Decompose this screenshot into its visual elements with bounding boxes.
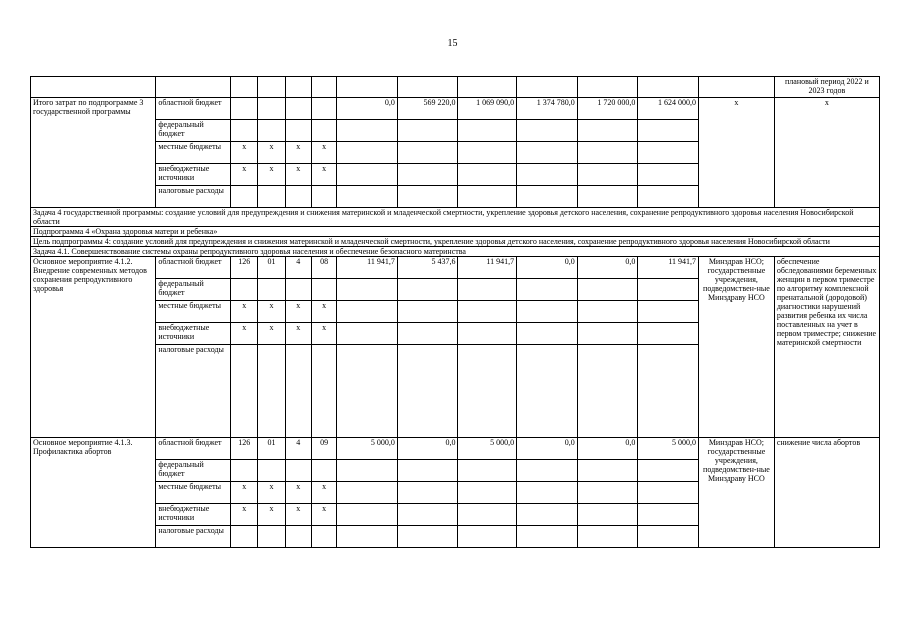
funding-source: областной бюджет bbox=[156, 438, 231, 460]
code-cell: х bbox=[231, 482, 258, 504]
funding-source: федеральный бюджет bbox=[156, 120, 231, 142]
code-cell bbox=[258, 98, 285, 120]
code-cell bbox=[231, 186, 258, 208]
program-table bbox=[30, 76, 880, 548]
value-cell bbox=[458, 460, 517, 482]
code-cell: х bbox=[231, 323, 258, 345]
value-cell bbox=[397, 460, 458, 482]
value-cell: 5 437,6 bbox=[397, 257, 458, 279]
code-cell bbox=[311, 526, 336, 548]
value-cell bbox=[458, 301, 517, 323]
value-cell: 569 220,0 bbox=[397, 98, 458, 120]
value-cell: 1 069 090,0 bbox=[458, 98, 517, 120]
table-row bbox=[31, 257, 880, 279]
funding-source: областной бюджет bbox=[156, 257, 231, 279]
value-cell bbox=[577, 164, 638, 186]
code-cell bbox=[231, 460, 258, 482]
funding-source: местные бюджеты bbox=[156, 301, 231, 323]
value-cell bbox=[638, 482, 699, 504]
value-cell bbox=[577, 120, 638, 142]
goal4-text: Цель подпрограммы 4: создание условий для предупреждения и снижения материнской и младенческой смертности, укрепление здоровья детского населения, сохранение репродуктивного здоровья населения Новосибирской области bbox=[31, 237, 880, 247]
code-cell: х bbox=[285, 482, 311, 504]
value-cell bbox=[517, 301, 578, 323]
value-cell bbox=[577, 301, 638, 323]
subprogram4-title-row bbox=[31, 227, 880, 237]
code-cell: х bbox=[311, 504, 336, 526]
table-row bbox=[31, 438, 880, 460]
funding-source: внебюджетные источники bbox=[156, 164, 231, 186]
value-cell bbox=[517, 526, 578, 548]
code-cell: 126 bbox=[231, 438, 258, 460]
value-cell bbox=[638, 142, 699, 164]
value-cell: 0,0 bbox=[577, 438, 638, 460]
value-cell bbox=[638, 120, 699, 142]
planned-period-label: плановый период 2022 и 2023 годов bbox=[774, 77, 879, 98]
value-cell bbox=[458, 504, 517, 526]
value-cell bbox=[337, 142, 398, 164]
code-cell bbox=[311, 120, 336, 142]
value-cell bbox=[397, 120, 458, 142]
value-cell: 5 000,0 bbox=[458, 438, 517, 460]
measure-4-1-2-result: обеспечение обследованиями беременных женщин в первом триместре по алгоритму комплексной пренатальной (дородовой) диагностики нарушений развития ребенка их числа поставленных на учет в первом триместре; снижение материнской смертности bbox=[774, 257, 879, 438]
code-cell: х bbox=[285, 301, 311, 323]
code-cell: х bbox=[258, 164, 285, 186]
table-body bbox=[31, 77, 880, 548]
funding-source: налоговые расходы bbox=[156, 345, 231, 438]
value-cell bbox=[458, 164, 517, 186]
value-cell bbox=[397, 279, 458, 301]
value-cell bbox=[517, 504, 578, 526]
code-cell: х bbox=[285, 142, 311, 164]
value-cell: 0,0 bbox=[397, 438, 458, 460]
funding-source: внебюджетные источники bbox=[156, 504, 231, 526]
subprogram3-total-label: Итого затрат по подпрограмме 3 государственной программы bbox=[31, 98, 156, 208]
code-cell bbox=[285, 526, 311, 548]
code-cell: 4 bbox=[285, 257, 311, 279]
code-cell: х bbox=[258, 142, 285, 164]
value-cell bbox=[638, 301, 699, 323]
code-cell: 01 bbox=[258, 257, 285, 279]
header-row bbox=[31, 77, 880, 98]
value-cell bbox=[397, 345, 458, 438]
value-cell bbox=[638, 526, 699, 548]
value-cell bbox=[337, 120, 398, 142]
code-cell bbox=[258, 186, 285, 208]
measure-4-1-2-executor: Минздрав НСО; государственные учреждения, подведомствен-ные Минздраву НСО bbox=[699, 257, 775, 438]
value-cell: 1 624 000,0 bbox=[638, 98, 699, 120]
value-cell bbox=[458, 482, 517, 504]
code-cell: х bbox=[231, 164, 258, 186]
value-cell: 11 941,7 bbox=[458, 257, 517, 279]
value-cell bbox=[337, 323, 398, 345]
code-cell: х bbox=[258, 301, 285, 323]
funding-source: налоговые расходы bbox=[156, 526, 231, 548]
value-cell: 0,0 bbox=[517, 257, 578, 279]
value-cell bbox=[638, 345, 699, 438]
value-cell bbox=[577, 482, 638, 504]
value-cell: 11 941,7 bbox=[638, 257, 699, 279]
task41-text-row bbox=[31, 247, 880, 257]
value-cell bbox=[397, 164, 458, 186]
value-cell bbox=[577, 186, 638, 208]
value-cell: 11 941,7 bbox=[337, 257, 398, 279]
subprogram3-total-executor: х bbox=[699, 98, 775, 208]
code-cell: х bbox=[231, 142, 258, 164]
code-cell: 01 bbox=[258, 438, 285, 460]
code-cell bbox=[285, 279, 311, 301]
value-cell bbox=[397, 482, 458, 504]
value-cell bbox=[337, 164, 398, 186]
value-cell bbox=[577, 526, 638, 548]
code-cell: х bbox=[231, 504, 258, 526]
value-cell bbox=[517, 323, 578, 345]
code-cell: х bbox=[258, 504, 285, 526]
value-cell bbox=[638, 186, 699, 208]
value-cell bbox=[517, 345, 578, 438]
subprogram3-total-result: х bbox=[774, 98, 879, 208]
value-cell bbox=[577, 323, 638, 345]
code-cell bbox=[231, 345, 258, 438]
value-cell bbox=[638, 164, 699, 186]
measure-4-1-2-label: Основное мероприятие 4.1.2. Внедрение современных методов сохранения репродуктивного здоровья bbox=[31, 257, 156, 438]
code-cell: х bbox=[258, 323, 285, 345]
measure-4-1-3-result: снижение числа абортов bbox=[774, 438, 879, 548]
code-cell: х bbox=[231, 301, 258, 323]
value-cell bbox=[517, 186, 578, 208]
funding-source: федеральный бюджет bbox=[156, 279, 231, 301]
code-cell: 09 bbox=[311, 438, 336, 460]
code-cell bbox=[258, 120, 285, 142]
funding-source: налоговые расходы bbox=[156, 186, 231, 208]
value-cell bbox=[577, 460, 638, 482]
value-cell bbox=[397, 186, 458, 208]
value-cell bbox=[577, 142, 638, 164]
value-cell bbox=[337, 504, 398, 526]
value-cell bbox=[337, 482, 398, 504]
code-cell bbox=[285, 460, 311, 482]
code-cell: х bbox=[285, 323, 311, 345]
value-cell bbox=[397, 323, 458, 345]
funding-source: местные бюджеты bbox=[156, 482, 231, 504]
measure-4-1-3-executor: Минздрав НСО; государственные учреждения, подведомствен-ные Минздраву НСО bbox=[699, 438, 775, 548]
value-cell bbox=[458, 345, 517, 438]
code-cell bbox=[311, 460, 336, 482]
code-cell: х bbox=[285, 164, 311, 186]
value-cell: 1 720 000,0 bbox=[577, 98, 638, 120]
code-cell: 08 bbox=[311, 257, 336, 279]
value-cell bbox=[458, 279, 517, 301]
code-cell: х bbox=[311, 164, 336, 186]
value-cell: 1 374 780,0 bbox=[517, 98, 578, 120]
code-cell bbox=[231, 526, 258, 548]
value-cell bbox=[397, 142, 458, 164]
task4-text: Задача 4 государственной программы: создание условий для предупреждения и снижения материнской и младенческой смертности, укрепление здоровья детского населения, сохранение репродуктивного здоровья населения Новосибирской области bbox=[31, 208, 880, 227]
page-number: 15 bbox=[447, 38, 458, 49]
subprogram4-title: Подпрограмма 4 «Охрана здоровья матери и ребенка» bbox=[31, 227, 880, 237]
value-cell bbox=[577, 279, 638, 301]
code-cell: 4 bbox=[285, 438, 311, 460]
value-cell bbox=[638, 279, 699, 301]
code-cell bbox=[285, 120, 311, 142]
value-cell: 0,0 bbox=[517, 438, 578, 460]
code-cell: х bbox=[311, 301, 336, 323]
code-cell: х bbox=[258, 482, 285, 504]
value-cell bbox=[517, 460, 578, 482]
funding-source: местные бюджеты bbox=[156, 142, 231, 164]
funding-source: федеральный бюджет bbox=[156, 460, 231, 482]
goal4-text-row bbox=[31, 237, 880, 247]
value-cell bbox=[638, 504, 699, 526]
value-cell bbox=[337, 279, 398, 301]
value-cell bbox=[397, 504, 458, 526]
code-cell bbox=[258, 279, 285, 301]
value-cell bbox=[397, 526, 458, 548]
code-cell bbox=[258, 460, 285, 482]
code-cell: х bbox=[285, 504, 311, 526]
code-cell bbox=[231, 279, 258, 301]
task4-text-row bbox=[31, 208, 880, 227]
value-cell bbox=[458, 186, 517, 208]
funding-source: внебюджетные источники bbox=[156, 323, 231, 345]
task41-text: Задача 4.1. Совершенствование системы охраны репродуктивного здоровья населения и обеспечение безопасного материнства bbox=[31, 247, 880, 257]
value-cell: 0,0 bbox=[337, 98, 398, 120]
measure-4-1-3-label: Основное мероприятие 4.1.3. Профилактика абортов bbox=[31, 438, 156, 548]
code-cell: 126 bbox=[231, 257, 258, 279]
value-cell bbox=[337, 345, 398, 438]
code-cell bbox=[311, 279, 336, 301]
value-cell bbox=[337, 186, 398, 208]
value-cell: 5 000,0 bbox=[638, 438, 699, 460]
value-cell bbox=[517, 279, 578, 301]
value-cell bbox=[517, 164, 578, 186]
value-cell bbox=[458, 120, 517, 142]
value-cell bbox=[337, 301, 398, 323]
value-cell bbox=[577, 504, 638, 526]
code-cell bbox=[231, 120, 258, 142]
value-cell bbox=[638, 323, 699, 345]
code-cell bbox=[231, 98, 258, 120]
code-cell bbox=[285, 345, 311, 438]
code-cell bbox=[311, 186, 336, 208]
value-cell bbox=[517, 142, 578, 164]
value-cell bbox=[337, 460, 398, 482]
code-cell bbox=[311, 98, 336, 120]
table-row bbox=[31, 98, 880, 120]
value-cell bbox=[638, 460, 699, 482]
code-cell bbox=[258, 345, 285, 438]
value-cell bbox=[397, 301, 458, 323]
value-cell: 5 000,0 bbox=[337, 438, 398, 460]
code-cell bbox=[285, 98, 311, 120]
code-cell bbox=[311, 345, 336, 438]
value-cell bbox=[517, 120, 578, 142]
value-cell bbox=[458, 142, 517, 164]
code-cell: х bbox=[311, 323, 336, 345]
value-cell: 0,0 bbox=[577, 257, 638, 279]
code-cell: х bbox=[311, 482, 336, 504]
code-cell bbox=[285, 186, 311, 208]
value-cell bbox=[517, 482, 578, 504]
code-cell bbox=[258, 526, 285, 548]
code-cell: х bbox=[311, 142, 336, 164]
funding-source: областной бюджет bbox=[156, 98, 231, 120]
value-cell bbox=[458, 526, 517, 548]
value-cell bbox=[458, 323, 517, 345]
value-cell bbox=[337, 526, 398, 548]
value-cell bbox=[577, 345, 638, 438]
